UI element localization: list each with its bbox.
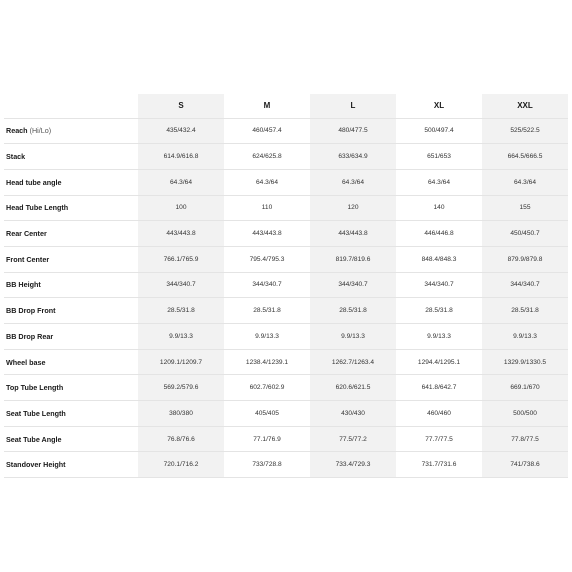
- table-cell: 9.9/13.3: [255, 332, 279, 340]
- table-row: [4, 118, 568, 144]
- table-row: [4, 246, 568, 272]
- row-label: [4, 452, 138, 478]
- row-label: [4, 401, 138, 427]
- table-row: [4, 272, 568, 298]
- table-cell: 651/653: [427, 153, 451, 161]
- table-cell: 380/380: [138, 401, 224, 427]
- table-cell: 435/432.4: [138, 118, 224, 144]
- row-label: [4, 298, 138, 324]
- table-row: [4, 169, 568, 195]
- header-corner: [4, 94, 138, 118]
- table-cell: 819.7/819.6: [310, 246, 396, 272]
- table-cell: 879.9/879.8: [482, 246, 568, 272]
- table-cell: 525/522.5: [482, 118, 568, 144]
- table-cell: 9.9/13.3: [482, 324, 568, 350]
- table-cell: 140: [433, 204, 445, 212]
- table-row: [4, 375, 568, 401]
- table-row: [4, 221, 568, 247]
- table-cell: 460/460: [427, 409, 451, 417]
- table-cell: 602.7/602.9: [249, 384, 285, 392]
- table-cell: 848.4/848.3: [421, 255, 457, 263]
- row-label-text: Stack: [6, 152, 26, 162]
- table-cell: 766.1/765.9: [138, 246, 224, 272]
- size-header: XL: [433, 101, 445, 111]
- table-cell: 77.1/76.9: [253, 435, 281, 443]
- row-label-text: Rear Center: [6, 229, 47, 239]
- table-row: [4, 401, 568, 427]
- row-label: [4, 118, 138, 144]
- table-cell: 1294.4/1295.1: [417, 358, 461, 366]
- table-cell: 77.8/77.5: [482, 426, 568, 452]
- table-cell: 28.5/31.8: [482, 298, 568, 324]
- table-cell: 100: [138, 195, 224, 221]
- table-cell: 405/405: [255, 409, 279, 417]
- table-cell: 9.9/13.3: [427, 332, 451, 340]
- table-cell: 795.4/795.3: [249, 255, 285, 263]
- table-cell: 446/446.8: [424, 230, 454, 238]
- table-row: [4, 195, 568, 221]
- table-cell: 344/340.7: [482, 272, 568, 298]
- row-label-text: Standover Height: [6, 460, 66, 470]
- table-cell: 443/443.8: [310, 221, 396, 247]
- table-cell: 344/340.7: [252, 281, 282, 289]
- size-header: XXL: [482, 94, 568, 118]
- header-row: [4, 94, 568, 118]
- table-cell: 64.3/64: [482, 169, 568, 195]
- table-cell: 64.3/64: [310, 169, 396, 195]
- table-cell: 1238.4/1239.1: [245, 358, 289, 366]
- table-cell: 500/500: [482, 401, 568, 427]
- row-label: [4, 349, 138, 375]
- row-label-text: Head tube angle: [6, 177, 62, 187]
- table-cell: 344/340.7: [310, 272, 396, 298]
- row-label: [4, 246, 138, 272]
- table-row: [4, 298, 568, 324]
- row-label-text: Wheel base: [6, 357, 46, 367]
- table-cell: 633/634.9: [310, 144, 396, 170]
- table-cell: 733.4/729.3: [310, 452, 396, 478]
- row-label-text: Head Tube Length: [6, 203, 69, 213]
- row-label-text: BB Height: [6, 280, 41, 290]
- table-cell: 720.1/716.2: [138, 452, 224, 478]
- table-cell: 624/625.8: [252, 153, 282, 161]
- table-row: [4, 144, 568, 170]
- table-cell: 64.3/64: [428, 178, 450, 186]
- table-cell: 450/450.7: [482, 221, 568, 247]
- table-cell: 741/738.6: [482, 452, 568, 478]
- row-label-text: Top Tube Length: [6, 383, 64, 393]
- table-cell: 344/340.7: [424, 281, 454, 289]
- table-cell: 731.7/731.6: [421, 461, 457, 469]
- row-label: [4, 221, 138, 247]
- row-label-text: Front Center: [6, 254, 50, 264]
- table-cell: 9.9/13.3: [138, 324, 224, 350]
- table-cell: 155: [482, 195, 568, 221]
- table-cell: 77.5/77.2: [310, 426, 396, 452]
- table-cell: 620.6/621.5: [310, 375, 396, 401]
- row-label: [4, 144, 138, 170]
- table-cell: 77.7/77.5: [425, 435, 453, 443]
- table-cell: 1262.7/1263.4: [310, 349, 396, 375]
- table-cell: 641.8/642.7: [421, 384, 457, 392]
- row-label: [4, 169, 138, 195]
- table-cell: 1209.1/1209.7: [138, 349, 224, 375]
- table-cell: 64.3/64: [138, 169, 224, 195]
- row-label: [4, 195, 138, 221]
- table-cell: 569.2/579.6: [138, 375, 224, 401]
- row-label: [4, 272, 138, 298]
- table-cell: 664.5/666.5: [482, 144, 568, 170]
- row-label-note: (Hi/Lo): [27, 126, 52, 136]
- table-row: [4, 349, 568, 375]
- size-header: M: [263, 101, 271, 111]
- size-header: S: [138, 94, 224, 118]
- table-cell: 669.1/670: [482, 375, 568, 401]
- table-cell: 443/443.8: [252, 230, 282, 238]
- table-cell: 28.5/31.8: [310, 298, 396, 324]
- table-cell: 733/728.8: [252, 461, 282, 469]
- row-label-text: BB Drop Front: [6, 306, 56, 316]
- row-label-text: BB Drop Rear: [6, 331, 54, 341]
- table-cell: 480/477.5: [310, 118, 396, 144]
- geometry-rows: [4, 118, 568, 478]
- row-label-text: Seat Tube Angle: [6, 434, 62, 444]
- geometry-table: [4, 94, 568, 478]
- table-cell: 430/430: [310, 401, 396, 427]
- size-header: L: [310, 94, 396, 118]
- table-row: [4, 324, 568, 350]
- table-row: [4, 452, 568, 478]
- row-label: [4, 426, 138, 452]
- row-label: [4, 375, 138, 401]
- table-cell: 460/457.4: [252, 127, 282, 135]
- row-label-text: Seat Tube Length: [6, 408, 66, 418]
- table-cell: 344/340.7: [138, 272, 224, 298]
- table-cell: 614.9/616.8: [138, 144, 224, 170]
- table-cell: 28.5/31.8: [425, 307, 453, 315]
- table-cell: 64.3/64: [256, 178, 278, 186]
- table-cell: 443/443.8: [138, 221, 224, 247]
- row-label: [4, 324, 138, 350]
- table-row: [4, 426, 568, 452]
- table-cell: 28.5/31.8: [253, 307, 281, 315]
- table-cell: 110: [261, 204, 273, 212]
- table-cell: 120: [310, 195, 396, 221]
- table-cell: 500/497.4: [424, 127, 454, 135]
- table-cell: 28.5/31.8: [138, 298, 224, 324]
- table-cell: 1329.9/1330.5: [482, 349, 568, 375]
- table-cell: 9.9/13.3: [310, 324, 396, 350]
- row-label-text: Reach: [6, 126, 28, 136]
- table-cell: 76.8/76.6: [138, 426, 224, 452]
